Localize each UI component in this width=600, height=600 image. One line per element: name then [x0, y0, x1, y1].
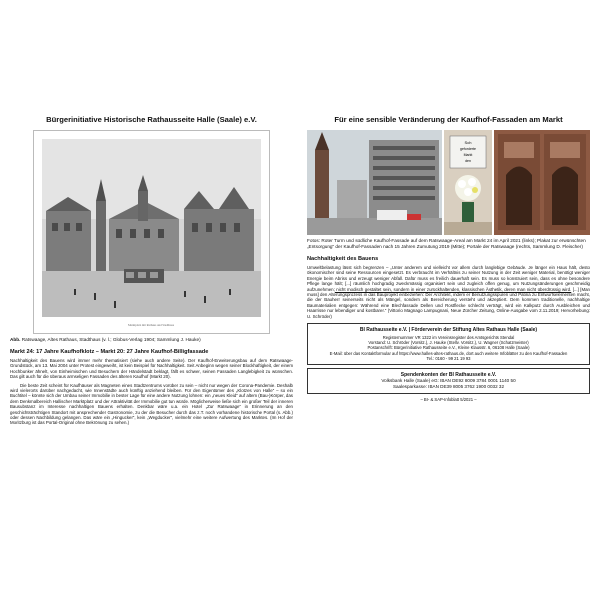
left-heading: Bürgerinitiative Historische Rathausseite Halle (Saale) e.V. [46, 115, 257, 124]
right-heading: Für eine sensible Veränderung der Kaufhof-Fassaden am Markt [334, 115, 563, 124]
right-column [307, 115, 590, 402]
poster-photo [444, 130, 492, 235]
portal-photo [494, 130, 590, 235]
caption-prefix: Abb. [10, 337, 21, 342]
association-title: BI Rathausseite e.V. | Förderverein der Stiftung Altes Rathaus Halle (Saale) [359, 327, 538, 334]
bank-line-saalesparkasse: Saalesparkasse: IBAN DE39 8005 3762 1900 0032 32 [392, 384, 505, 390]
poster-text-3: Markt [463, 153, 473, 157]
quote-part-2: [...] [Man muss] den Alterungsprozess in das Bauprojekt einbeziehen: Der Architekt, indem er Benutzungsspuren und Patina zu Entwurfselementen macht, die der Bauherr seinerseits nicht als Mängel, sondern als Bereicherung versteht und akzeptiert. Dem kommen traditionelle, nachhaltige Baumaterialien entgegen: Während eine Blechfassade Dellen und Rostflecke schlecht verträgt, wird ein Kalkputz durch Ausbleichen und Haarrisse nur lebendiger und kostbarer.“ (Vittorio Magnago Lampugnani, Neue Zürcher Zeitung, Online-Ausgabe vom 2.11.2019; Hervorhebung: U. Schröder) [307, 286, 590, 319]
left-column [10, 115, 293, 429]
association-info-box [307, 323, 590, 365]
left-paragraph-2: Die beste Zeit scheint für Kaufhäuser als Magneten eines Stadtzentrums vorüber zu sein – nicht nur wegen der Corona-Pandemie. Deshalb wird vielerorts darüber nachgedacht, wie Innenstädte auch künftig anziehend bleiben. Für den Eigentümer des „Klotzes von Halle“ – so ein Buchtitel – könnte sich der Umbau seiner Immobilie in bester Lage für eine andere Nutzung lohnen: ein „neues Kleid“ auf altem (Bau-)Körper, das dem Denkmalbereich Hallischer Marktplatz und der Attraktivität der Immobilie gut tun würde. Möglicherweise ließe sich ein großer Teil der inneren Bausubstanz im Interesse nachhaltigen Bauens erhalten. Denkbar wäre u.a. ein Hotel „Zur Ratswaage“ in Erinnerung an den geschichtsträchtigen Standort mit ansprechender Gastronomie, zu der die Besucher durch das z.T. noch vorhandene historische Portal (s. Abb.) oder dessen Nachbildung gelangen. Das wäre ein „Hingucker“, kein „Wegducker“, vielmehr eine weitere Aufwertung des Marktes. (Im Hof der Moritzburg ist das Portal-Original ohne Bekrönung zu sehen.) [10, 382, 293, 426]
left-photo-caption [10, 337, 293, 343]
red-tower-photo [307, 130, 442, 235]
photo-strip [307, 130, 590, 235]
right-photo-caption: Fotos: Roter Turm und südliche Kaufhof-Fassade auf dem Ratswaage-Areal am Markt 24 im April 2021 (links); Plakat zur erwünschten „Entsorgung“ der Kaufhof-Fassaden nach 15 Jahren Zumutung 2019 (Mitte); Portale der Ratswaage (rechts, Sammlung D. Fleischer) [307, 238, 586, 249]
quote-underlined: nicht modisch gestaltet sein, sondern in einer zurückhaltenden, klassischen Ästhetik, deren man nicht überdrüssig wird. [334, 286, 572, 292]
donation-title: Spendenkonten der BI Rathausseite e.V. [400, 372, 497, 379]
quote-part-1: Umweltbelastung lässt sich begrenzen – „Unter anderem und vielleicht vor allem durch langlebige Gebäude. Je länger ein Haus hält, desto ökonomischer sind seine Ressourcen eingesetzt. Es verbraucht im Verhältnis zu seiner Nutzung in der Zeit weniger Material, benötigt weniger Energie beim Abriss und erzeugt weniger Abfall. Dafür muss es freilich dauerhaft sein. Es muss so konstruiert sein, dass es ohne besondere Pflege lange hält; [...] räumlich hochgradig zweckmässig organisiert sein und zugleich offen genug, um Nutzungsänderungen geschmeidig aufzunehmen; [307, 265, 590, 292]
left-subhead: Markt 24: 17 Jahre Kaufhofklotz – Markt 20: 27 Jahre Kaufhof-Billigfassade [10, 349, 209, 355]
left-paragraph-1: Nachhaltigkeit des Bauens wird immer mehr thematisiert (siehe auch andere Seite). Der Kaufhof-Erweiterungsbau auf dem Ratswaage-Grundstück, am 13. Mai 2004 unter Protest eingeweiht, ist kein Beispiel für Nachhaltigkeit. Seit Anbeginn wegen seiner Blockhaftigkeit, der einem Hochbunker ähnelt, von Einheimischen und Besuchern der Händelstadt beklagt, fällt es schwer, seinen Fassaden Langlebigkeit zu wünschen. Das gilt auch für die überaus armseligen Fassaden des älteren Kaufhof (Markt 20). [10, 358, 293, 380]
historic-photo [33, 130, 270, 334]
register-line: Registernummer VR 1322 im Vereinsregister des Amtsgerichts Stendal [382, 335, 515, 341]
poster-text-2: geforderte [460, 147, 476, 151]
board-line: Vorstand: U. Schröder (Vorsitz.), J. Hauke (Stellv. Vorsitz.), U. Wagner (Schatzmeister) [368, 340, 529, 346]
poster-text-4: den [465, 159, 471, 163]
poster-text-1: Sch [464, 140, 472, 145]
photo-inner-caption: Marktplatz mit Rathaus und Stadthaus [128, 323, 174, 327]
donation-accounts-box [307, 368, 590, 394]
email-line: E-Mail: über das Kontaktformular auf https://www.halles-altes-rathaus.de, dort auch weitere Infoblätter zu den Kaufhof-Fassaden [329, 350, 568, 356]
right-subhead: Nachhaltigkeit des Bauens [307, 256, 379, 262]
infoblatt-label: – BI- & SAP-Infoblatt 5/2021 – [420, 397, 477, 403]
right-paragraph [307, 265, 590, 319]
caption-text: Ratswaage, Altes Rathaus, Stadthaus (v. l.; Globus-Verlag 1904; Sammlung J. Hauke) [20, 337, 201, 342]
bank-line-volksbank: Volksbank Halle (Saale) eG: IBAN DE92 8009 3784 0001 1140 50 [381, 378, 516, 384]
phone-line: Tel.: 0160 - 99 21 19 93 [426, 355, 471, 361]
postal-line: Postanschrift: Bürgerinitiative Rathausseite e.V., Kleine Klausstr. 6, 06108 Halle (Saale) [367, 345, 530, 351]
